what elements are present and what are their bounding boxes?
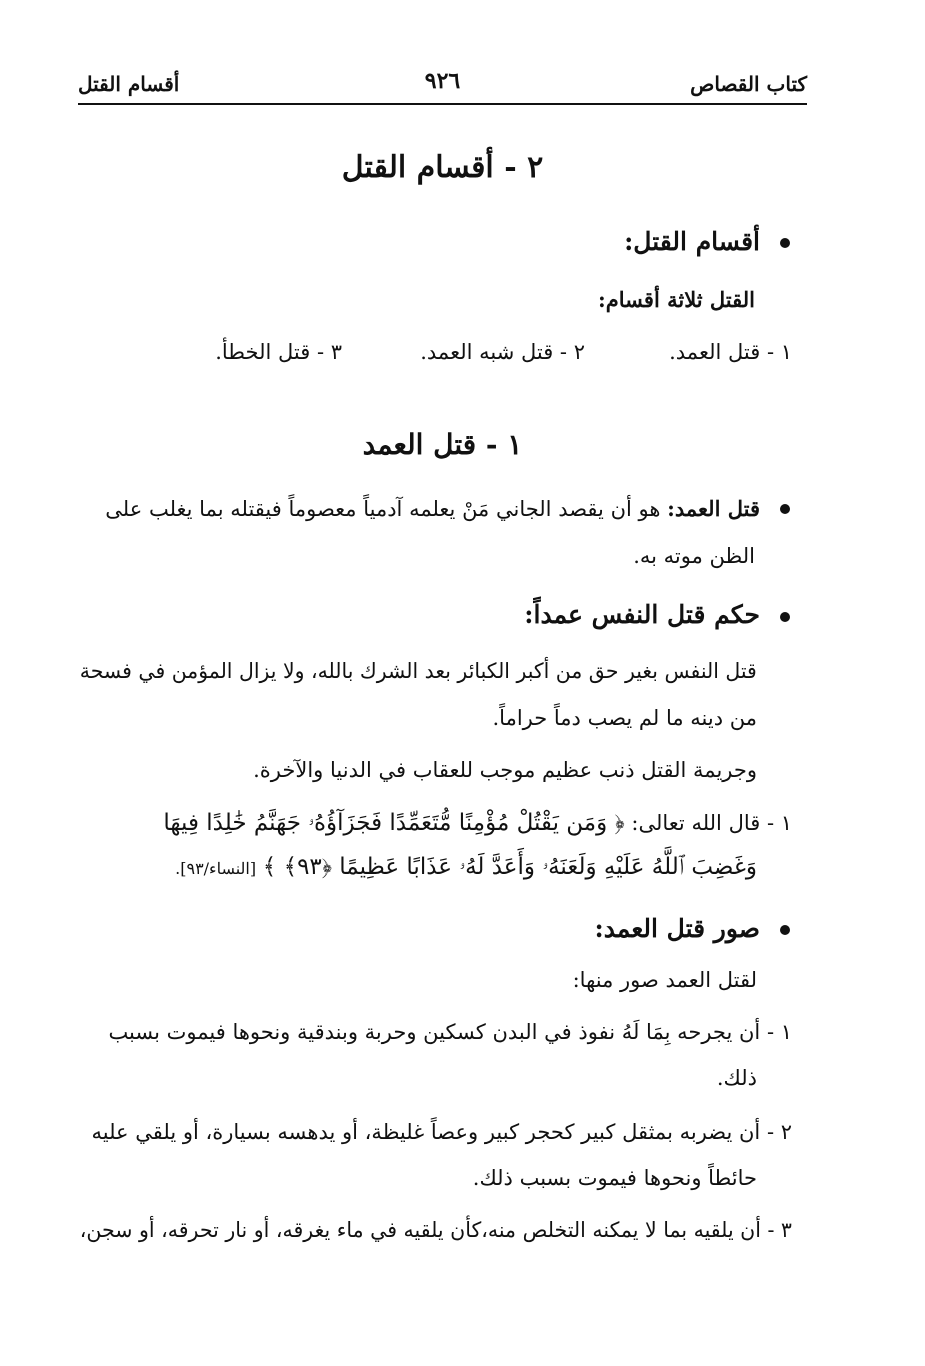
bullet-marker: [780, 612, 790, 622]
verse-line-1: [163, 812, 792, 835]
section-title: ٢ - أقسام القتل: [341, 150, 544, 185]
heading-forms: صور قتل العمد:: [594, 914, 760, 943]
ruling-paragraph-2: وجريمة القتل ذنب عظيم موجب للعقاب في الدنيا والآخرة.: [253, 758, 757, 782]
running-header: [78, 68, 807, 102]
forms-intro: لقتل العمد صور منها:: [572, 968, 757, 992]
form-item-2-line-1: ٢ - أن يضربه بمثقل كبير كحجر كبير وعصاً غليظة، أو يدهسه بسيارة، أو يلقي عليه: [91, 1120, 792, 1144]
subsection-title: ١ - قتل العمد: [362, 428, 523, 461]
definition-line-2: الظن موته به.: [633, 544, 755, 568]
header-book-title: كتاب القصاص: [690, 72, 807, 96]
ruling-line-1: قتل النفس بغير حق من أكبر الكبائر بعد الشرك بالله، ولا يزال المؤمن في فسحة: [79, 659, 757, 683]
ruling-line-2: من دينه ما لم يصب دماً حراماً.: [492, 706, 757, 730]
division-item-2: ٢ - قتل شبه العمد.: [420, 340, 585, 364]
definition-term: قتل العمد:: [667, 496, 760, 521]
header-divider: [78, 103, 807, 105]
header-chapter-title: أقسام القتل: [78, 72, 180, 96]
form-item-1-line-1: ١ - أن يجرحه بِمَا لَهُ نفوذ في البدن كسكين وحربة وبندقية ونحوها فيموت بسبب: [108, 1020, 792, 1044]
verse-text-2: وَغَضِبَ ٱللَّهُ عَلَيْهِ وَلَعَنَهُۥ وَأَعَدَّ لَهُۥ عَذَابًا عَظِيمًا ﴿٩٣﴾ ﴾: [262, 854, 757, 880]
definition-text: هو أن يقصد الجاني مَنْ يعلمه آدمياً معصوماً فيقتله بما يغلب على: [105, 497, 661, 521]
form-item-1-line-2: ذلك.: [716, 1066, 757, 1090]
division-item-1: ١ - قتل العمد.: [669, 340, 792, 364]
bullet-marker: [780, 504, 790, 514]
form-item-3-line-1: ٣ - أن يلقيه بما لا يمكنه التخلص منه،كأن يلقيه في ماء يغرقه، أو نار تحرقه، أو سجن،: [79, 1218, 792, 1242]
bullet-marker: [780, 238, 790, 248]
verse-line-2: [175, 856, 757, 879]
heading-divisions: أقسام القتل:: [624, 227, 760, 256]
verse-text-1: ﴿ وَمَن يَقْتُلْ مُؤْمِنًا مُّتَعَمِّدًا فَجَزَآؤُهُۥ جَهَنَّمُ خَٰلِدًا فِيهَا: [163, 810, 625, 836]
bullet-marker: [780, 925, 790, 935]
verse-intro: ١ - قال الله تعالى:: [631, 811, 792, 835]
divisions-intro: القتل ثلاثة أقسام:: [598, 287, 755, 312]
header-page-number: ٩٢٦: [424, 68, 461, 94]
division-item-3: ٣ - قتل الخطأ.: [215, 340, 342, 364]
heading-ruling: حكم قتل النفس عمداً:: [524, 600, 760, 629]
definition-line-1: [105, 498, 760, 520]
form-item-2-line-2: حائطاً ونحوها فيموت بسبب ذلك.: [472, 1166, 757, 1190]
verse-reference: [النساء/٩٣].: [175, 859, 257, 878]
